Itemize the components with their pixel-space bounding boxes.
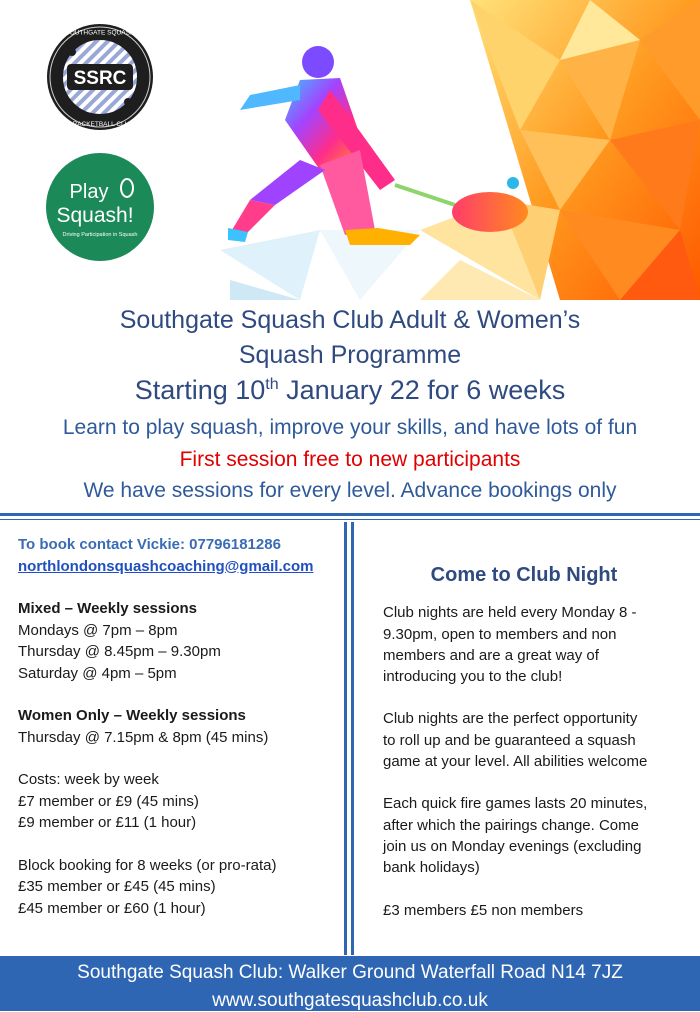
- headline-line3-pre: Starting 10: [134, 375, 266, 405]
- ssrc-ring-bottom-text: & RACKETBALL CLUB: [66, 121, 134, 128]
- headline-line2: Squash Programme: [238, 341, 462, 369]
- tagline-levels: We have sessions for every level. Advance bookings only: [83, 479, 617, 502]
- booking-email-link[interactable]: northlondonsquashcoaching@gmail.com: [18, 557, 314, 575]
- panel-divider-right: [351, 522, 354, 955]
- para-line: Each quick fire games lasts 20 minutes,: [383, 795, 648, 813]
- cost-item: £9 member or £11 (1 hour): [18, 814, 197, 831]
- women-heading: Women Only – Weekly sessions: [18, 707, 246, 724]
- ssrc-badge-icon: [45, 22, 155, 132]
- ssrc-logo-text: SSRC: [73, 68, 127, 89]
- para-line: Club nights are held every Monday 8 -: [383, 604, 637, 622]
- para-line: after which the pairings change. Come: [383, 816, 639, 834]
- mixed-item: Mondays @ 7pm – 8pm: [18, 621, 178, 639]
- mixed-item: Saturday @ 4pm – 5pm: [18, 664, 177, 682]
- panel-divider-left: [344, 522, 347, 955]
- para-line: to roll up and be guaranteed a squash: [383, 731, 636, 749]
- footer-bar: [0, 956, 700, 1011]
- headline-line3-sup: th: [265, 376, 279, 393]
- block-item: £45 member or £60 (1 hour): [18, 899, 206, 917]
- racket-and-ball: [395, 177, 528, 232]
- club-night-para3: [383, 793, 693, 878]
- headline-line3-post: January 22 for 6 weeks: [278, 375, 566, 405]
- footer-address: Southgate Squash Club: Walker Ground Waterfall Road N14 7JZ: [77, 962, 623, 983]
- play-squash-logo: [45, 152, 155, 262]
- block-item: £35 member or £45 (45 mins): [18, 878, 216, 895]
- mixed-item: Thursday @ 8.45pm – 9.30pm: [18, 643, 221, 660]
- club-night-para1: [383, 602, 693, 687]
- play-squash-tagline: Driving Participation in Squash: [62, 232, 138, 238]
- para-line: 9.30pm, open to members and non: [383, 625, 617, 643]
- mixed-heading: Mixed – Weekly sessions: [18, 600, 197, 617]
- headline-line1: Southgate Squash Club Adult & Women’s: [119, 306, 581, 334]
- para-line: join us on Monday evenings (excluding: [383, 837, 642, 855]
- play-squash-line1: Play: [69, 181, 109, 203]
- play-squash-badge-icon: [45, 152, 155, 262]
- para-line: members and are a great way of: [383, 646, 599, 664]
- booking-column: [18, 534, 336, 919]
- club-night-para2: [383, 708, 693, 772]
- women-item: Thursday @ 7.15pm & 8pm (45 mins): [18, 728, 269, 746]
- cost-item: £7 member or £9 (45 mins): [18, 792, 199, 810]
- panel-top-rule-thin: [0, 519, 700, 520]
- block-heading: Block booking for 8 weeks (or pro-rata): [18, 856, 277, 874]
- club-night-title: Come to Club Night: [430, 564, 618, 586]
- club-night-column: [383, 565, 693, 921]
- lowpoly-background: [220, 0, 700, 300]
- para-line: Club nights are the perfect opportunity: [383, 710, 638, 728]
- tagline-free-session: First session free to new participants: [179, 448, 521, 471]
- para-line: game at your level. All abilities welcome: [383, 753, 648, 771]
- ssrc-ring-top-text: SOUTHGATE SQUASH: [65, 29, 135, 37]
- ssrc-logo: [45, 22, 155, 132]
- panel-top-rule: [0, 513, 700, 516]
- headline-line3: [0, 375, 700, 406]
- para-line: introducing you to the club!: [383, 668, 563, 686]
- tagline-skills: Learn to play squash, improve your skills, and have lots of fun: [62, 416, 638, 439]
- play-squash-line2: Squash!: [56, 204, 134, 227]
- booking-contact: To book contact Vickie: 07796181286: [18, 536, 281, 553]
- costs-heading: Costs: week by week: [18, 771, 159, 788]
- para-line: bank holidays): [383, 859, 480, 877]
- player-illustration: [228, 46, 420, 245]
- club-night-prices: £3 members £5 non members: [383, 901, 584, 919]
- footer-website-link[interactable]: www.southgatesquashclub.co.uk: [212, 990, 488, 1011]
